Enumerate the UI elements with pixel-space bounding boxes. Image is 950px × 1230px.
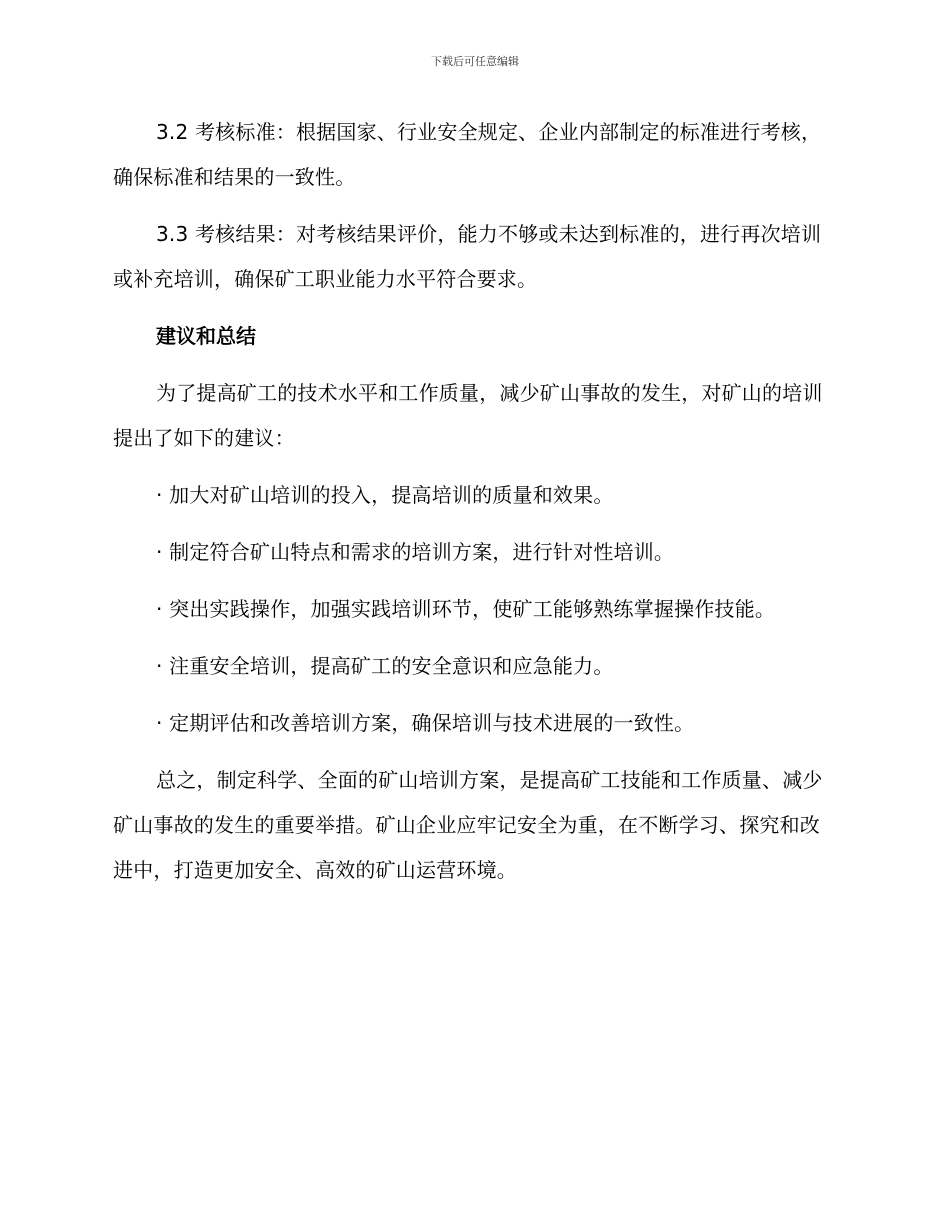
conclusion-paragraph: 总之，制定科学、全面的矿山培训方案，是提高矿工技能和工作质量、减少矿山事故的发生的重要举措。矿山企业应牢记安全为重，在不断学习、探究和改进中，打造更加安全、高效的矿山运营环境。	[113, 768, 823, 882]
list-item: · 制定符合矿山特点和需求的培训方案，进行针对性培训。	[156, 540, 675, 564]
list-item: · 定期评估和改善培训方案，确保培训与技术进展的一致性。	[156, 711, 695, 735]
list-item: · 加大对矿山培训的投入，提高培训的质量和效果。	[156, 483, 614, 507]
intro-paragraph: 为了提高矿工的技术水平和工作质量，减少矿山事故的发生，对矿山的培训提出了如下的建议：	[113, 381, 823, 450]
paragraph-3-3: 3.3 考核结果：对考核结果评价，能力不够或未达到标准的，进行再次培训或补充培训，确保矿工职业能力水平符合要求。	[113, 222, 822, 291]
page-header: 下载后可任意编辑	[431, 55, 519, 68]
paragraph-3-2: 3.2 考核标准：根据国家、行业安全规定、企业内部制定的标准进行考核，确保标准和结果的一致性。	[113, 120, 822, 189]
list-item: · 突出实践操作，加强实践培训环节，使矿工能够熟练掌握操作技能。	[156, 597, 776, 621]
section-heading: 建议和总结	[156, 324, 256, 348]
document-body	[113, 110, 835, 905]
list-item: · 注重安全培训，提高矿工的安全意识和应急能力。	[156, 654, 614, 678]
